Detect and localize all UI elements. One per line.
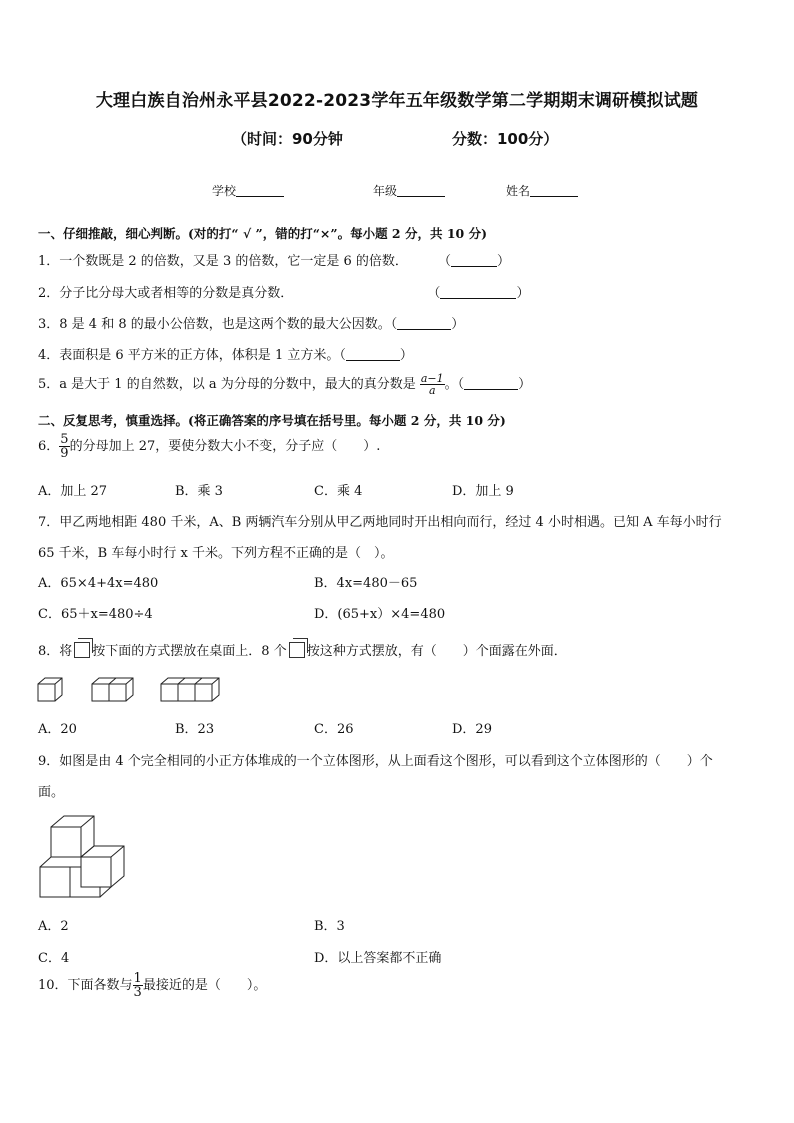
q8-option-d[interactable]: D．29 [452, 722, 492, 737]
q6-option-d[interactable]: D．加上 9 [452, 484, 514, 499]
cube-icon [289, 642, 305, 658]
answer-blank-5[interactable] [464, 377, 518, 390]
q8-option-a[interactable]: A．20 [38, 722, 77, 737]
cube-icon [74, 642, 90, 658]
name-field[interactable] [506, 182, 578, 199]
exam-time: （时间：90分钟 [232, 130, 343, 148]
question-7-line-2: 65 千米，B 车每小时行 x 千米。下列方程不正确的是（ ）。 [38, 546, 394, 561]
fraction-a-minus-1-over-a: $\frac{a-1}{a}$ [420, 372, 444, 397]
q7-option-c[interactable]: C．65＋x=480÷4 [38, 607, 153, 622]
question-3: 3．8 是 4 和 8 的最小公倍数，也是这两个数的最大公因数。（ ） [38, 317, 465, 332]
q7-option-d[interactable]: D．(65+x）×4=480 [314, 607, 446, 622]
fraction-5-9: $\frac{5}{9}$ [60, 432, 69, 461]
question-4: 4．表面积是 6 平方米的正方体，体积是 1 立方米。（ ） [38, 348, 413, 363]
q9-option-a[interactable]: A．2 [38, 919, 69, 934]
exam-score: 分数：100分） [452, 130, 559, 148]
question-2: 2．分子比分母大或者相等的分数是真分数． （ ） [38, 286, 530, 301]
question-9-line-1: 9．如图是由 4 个完全相同的小正方体堆成的一个立体图形，从上面看这个图形，可以看到这个立体图形的（ ）个 [38, 754, 713, 769]
question-5: 5．a 是大于 1 的自然数，以 a 为分母的分数中，最大的真分数是 $\frac{a-1}{a}$ 。（ ） [38, 372, 532, 397]
q9-option-d[interactable]: D．以上答案都不正确 [314, 951, 442, 966]
grade-field[interactable] [373, 182, 445, 199]
q8-cube-rows-figure [37, 677, 227, 703]
q8-option-b[interactable]: B．23 [175, 722, 215, 737]
question-9-line-2: 面。 [38, 785, 65, 800]
question-10: 10．下面各数与 $\frac{1}{3}$ 最接近的是（ ）。 [38, 971, 267, 1000]
answer-blank-1[interactable] [451, 254, 497, 267]
q6-option-c[interactable]: C．乘 4 [314, 484, 363, 499]
q7-option-a[interactable]: A．65×4+4x=480 [38, 576, 159, 591]
section2-heading: 二、反复思考，慎重选择。(将正确答案的序号填在括号里。每小题 2 分，共 10 分) [38, 413, 506, 428]
question-6: 6． $\frac{5}{9}$ 的分母加上 27，要使分数大小不变，分子应（ ）. [38, 432, 381, 461]
question-7-line-1: 7．甲乙两地相距 480 千米，A、B 两辆汽车分别从甲乙两地同时开出相向而行，经过 4 小时相遇。已知 A 车每小时行 [38, 515, 722, 530]
name-label: 姓名 [506, 184, 531, 198]
question-8: 8．将 按下面的方式摆放在桌面上．8 个 按这种方式摆放，有（ ）个面露在外面． [38, 644, 567, 659]
q9-option-b[interactable]: B．3 [314, 919, 345, 934]
school-label: 学校 [212, 184, 237, 198]
q6-option-a[interactable]: A．加上 27 [38, 484, 108, 499]
answer-blank-3[interactable] [397, 317, 451, 330]
section1-heading: 一、仔细推敲，细心判断。(对的打“ √ ”，错的打“×”。每小题 2 分，共 10 分) [38, 226, 487, 241]
q9-option-c[interactable]: C．4 [38, 951, 70, 966]
fraction-1-3: $\frac{1}{3}$ [133, 971, 142, 1000]
question-1: 1．一个数既是 2 的倍数，又是 3 的倍数，它一定是 6 的倍数． （ ） [38, 254, 511, 269]
exam-title: 大理白族自治州永平县2022-2023学年五年级数学第二学期期末调研模拟试题 [95, 91, 699, 111]
answer-blank-4[interactable] [346, 348, 400, 361]
school-field[interactable] [212, 182, 284, 199]
q7-option-b[interactable]: B．4x=480－65 [314, 576, 418, 591]
answer-blank-2[interactable] [440, 286, 516, 299]
q6-option-b[interactable]: B．乘 3 [175, 484, 223, 499]
q9-cube-stack-figure [38, 814, 128, 900]
grade-label: 年级 [373, 184, 398, 198]
q8-option-c[interactable]: C．26 [314, 722, 354, 737]
